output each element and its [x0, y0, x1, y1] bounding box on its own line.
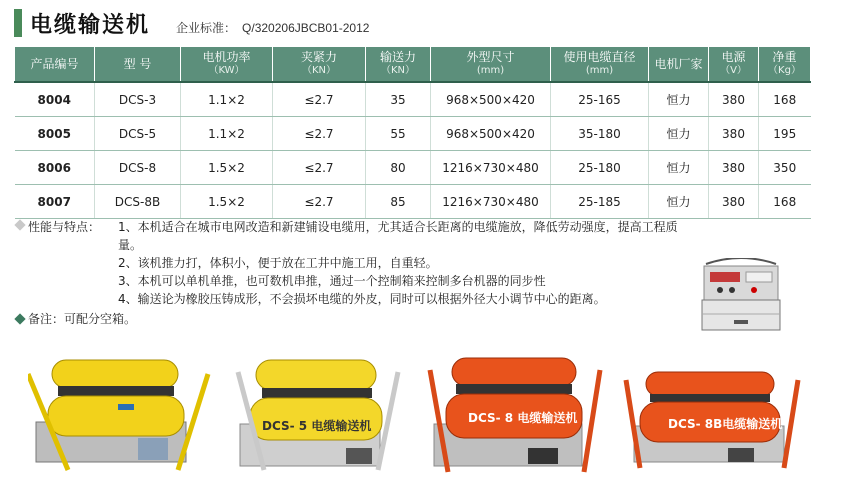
table-cell: DCS-5 — [95, 117, 181, 151]
product-code-cell: 8006 — [15, 151, 95, 185]
table-cell: 1216×730×480 — [431, 151, 551, 185]
table-cell: 35 — [366, 82, 431, 117]
table-row — [15, 151, 811, 185]
table-cell: 25-180 — [551, 151, 649, 185]
table-cell: 恒力 — [649, 82, 709, 117]
table-cell: 380 — [709, 82, 759, 117]
feature-item: 1、本机适合在城市电网改造和新建铺设电缆用，尤其适合长距离的电缆施放，降低劳动强度，提高工程质量。 — [118, 220, 678, 252]
product-code-cell: 8005 — [15, 117, 95, 151]
spec-table — [14, 46, 811, 219]
product-dcs8-image — [430, 358, 600, 472]
table-cell: 25-165 — [551, 82, 649, 117]
product-photos — [28, 352, 818, 480]
header-cell: 型 号 — [95, 47, 181, 83]
standard-code: Q/320206JBCB01-2012 — [242, 20, 370, 35]
page-title: 电缆输送机 — [30, 12, 151, 38]
header-cell: 输送力 （KN） — [366, 47, 431, 83]
feature-item: 2、该机推力打，体积小，便于放在工井中施工用，自重轻。 — [118, 256, 438, 270]
table-cell: 85 — [366, 185, 431, 219]
product-code-cell: 8004 — [15, 82, 95, 117]
table-cell: ≤2.7 — [273, 185, 366, 219]
table-cell: 380 — [709, 185, 759, 219]
feature-item: 3、本机可以单机单推，也可数机串推，通过一个控制箱来控制多台机器的同步性 — [118, 274, 546, 288]
features-section — [14, 218, 694, 328]
table-cell: DCS-8 — [95, 151, 181, 185]
features-label: 性能与特点： — [28, 220, 101, 234]
table-cell: 968×500×420 — [431, 82, 551, 117]
bullet-icon — [14, 218, 28, 232]
note-text: 备注：可配分空箱。 — [28, 312, 137, 326]
table-cell: 25-185 — [551, 185, 649, 219]
table-cell: 1.1×2 — [181, 117, 273, 151]
header-cell: 电源 （V） — [709, 47, 759, 83]
feature-item: 4、输送论为橡胶压铸成形，不会损坏电缆的外皮，同时可以根据外径大小调节中心的距离。 — [118, 292, 606, 306]
header-cell: 使用电缆直径 (mm) — [551, 47, 649, 83]
table-cell: 80 — [366, 151, 431, 185]
table-cell: 1.1×2 — [181, 82, 273, 117]
header-cell: 电机功率 （KW） — [181, 47, 273, 83]
table-cell: 35-180 — [551, 117, 649, 151]
table-cell: 168 — [759, 185, 811, 219]
table-cell: 恒力 — [649, 151, 709, 185]
product-dcs3-image — [28, 360, 208, 470]
table-cell: ≤2.7 — [273, 117, 366, 151]
control-box-image — [696, 258, 786, 336]
product-dcs5-image — [238, 360, 398, 470]
table-row — [15, 82, 811, 117]
table-cell: DCS-3 — [95, 82, 181, 117]
header-cell: 产品编号 — [15, 47, 95, 83]
dcs8b-label: DCS- 8B电缆输送机 — [668, 417, 783, 431]
table-row — [15, 185, 811, 219]
enterprise-standard — [176, 19, 369, 36]
header-accent-bar — [14, 9, 22, 37]
table-cell: 55 — [366, 117, 431, 151]
product-dcs8b-image — [626, 372, 798, 468]
table-cell: 恒力 — [649, 117, 709, 151]
table-cell: 1.5×2 — [181, 151, 273, 185]
table-cell: 195 — [759, 117, 811, 151]
header-cell: 净重 （Kg） — [759, 47, 811, 83]
table-cell: 380 — [709, 151, 759, 185]
table-cell: 1.5×2 — [181, 185, 273, 219]
table-cell: 1216×730×480 — [431, 185, 551, 219]
header-cell: 夹紧力 （KN） — [273, 47, 366, 83]
table-cell: 恒力 — [649, 185, 709, 219]
dcs5-label: DCS- 5 电缆输送机 — [262, 419, 372, 433]
header-cell: 外型尺寸 (mm) — [431, 47, 551, 83]
table-cell: 968×500×420 — [431, 117, 551, 151]
bullet-icon — [14, 312, 28, 326]
table-cell: DCS-8B — [95, 185, 181, 219]
table-cell: 168 — [759, 82, 811, 117]
standard-label: 企业标准： — [176, 20, 237, 35]
header-cell: 电机厂家 — [649, 47, 709, 83]
dcs8-label: DCS- 8 电缆输送机 — [468, 411, 578, 425]
table-cell: 350 — [759, 151, 811, 185]
table-cell: ≤2.7 — [273, 151, 366, 185]
table-cell: 380 — [709, 117, 759, 151]
product-code-cell: 8007 — [15, 185, 95, 219]
page-header — [14, 6, 369, 40]
table-header-row — [15, 47, 811, 83]
table-row — [15, 117, 811, 151]
table-cell: ≤2.7 — [273, 82, 366, 117]
